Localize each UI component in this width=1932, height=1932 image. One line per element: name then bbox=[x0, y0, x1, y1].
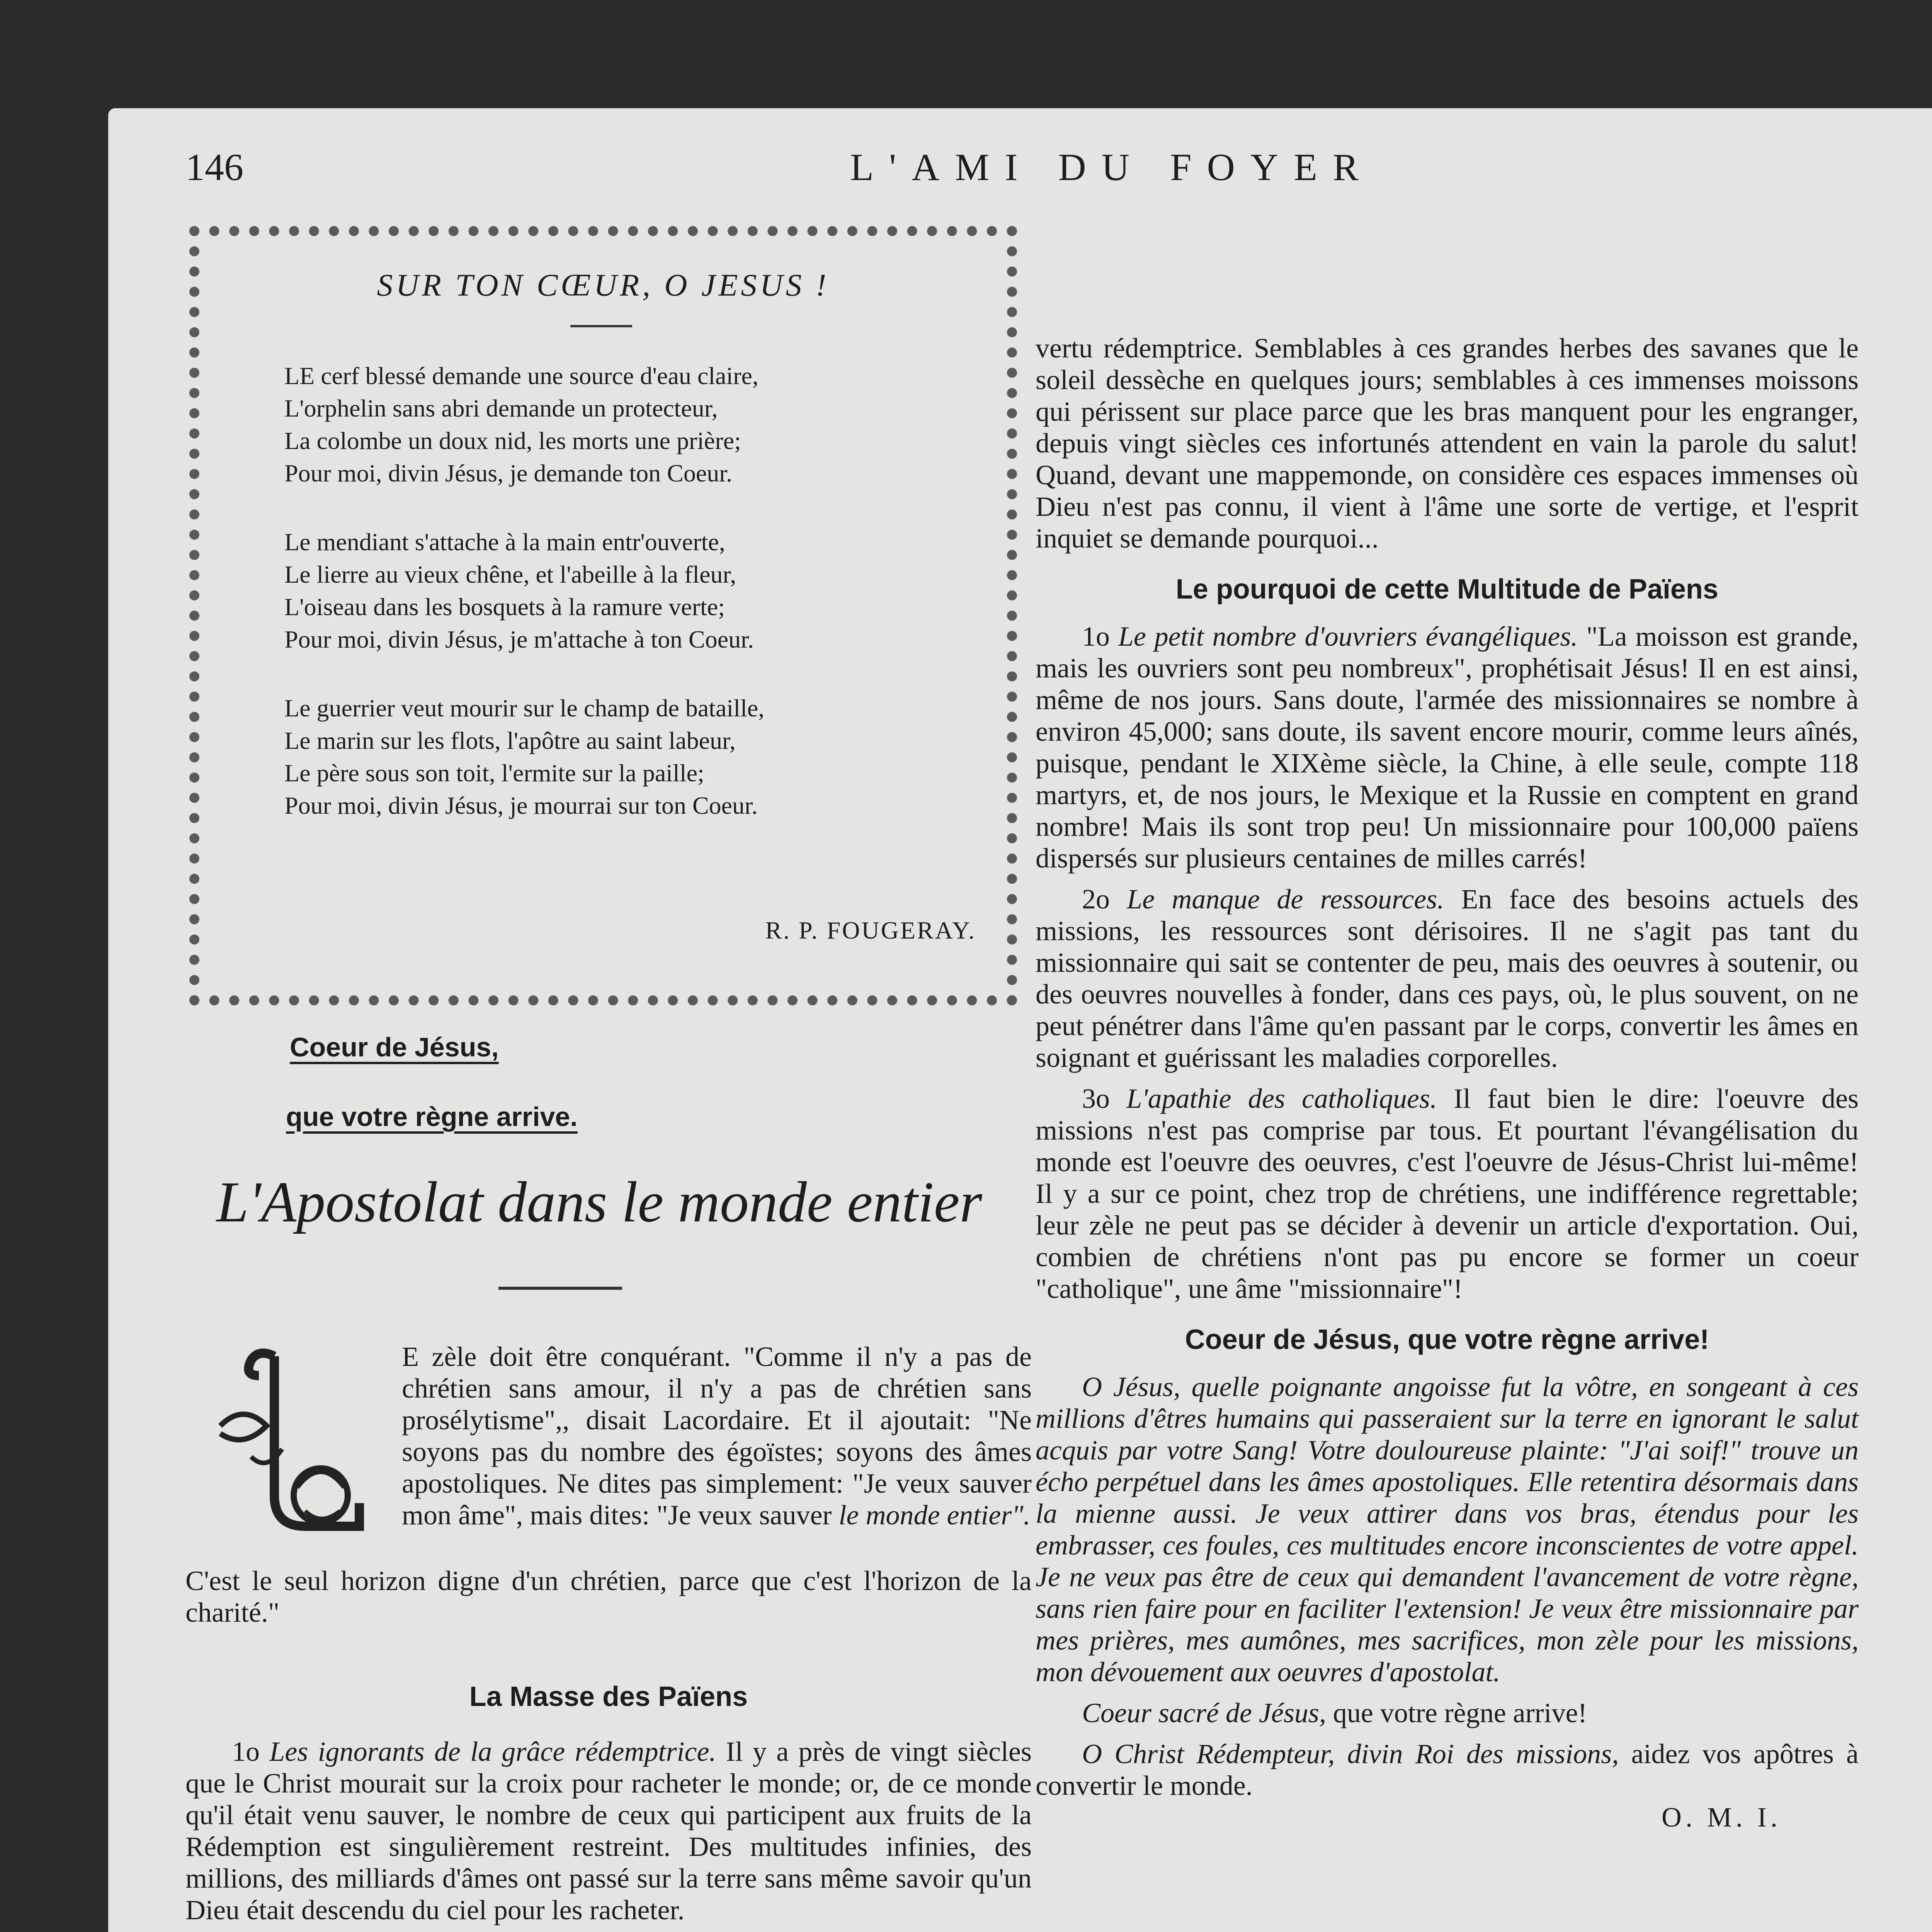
lead-paragraph bbox=[402, 1341, 1032, 1531]
decorated-initial-icon bbox=[213, 1341, 375, 1557]
tagline-line-2: que votre règne arrive. bbox=[286, 1102, 578, 1132]
poem-stanza-2 bbox=[284, 526, 941, 656]
column-2 bbox=[1036, 332, 1859, 1833]
poem-line: La colombe un doux nid, les morts une prière; bbox=[284, 427, 741, 454]
section-heading-pourquoi: Le pourquoi de cette Multitude de Païens bbox=[1175, 574, 1719, 605]
poem-stanza-3 bbox=[284, 692, 941, 822]
poem-line: Pour moi, divin Jésus, je m'attache à ton Coeur. bbox=[284, 626, 754, 653]
paragraph: 3o L'apathie des catholiques. Il faut bien le dire: l'oeuvre des missions n'est pas comprise par tous. Et pourtant l'évangélisation du monde est l'oeuvre des oeuvres, c'est l'oeuvre de Jésus-Christ lui-même! Il y a sur ce point, chez trop de chrétiens, une indifférence regrettable; leur zèle ne peut pas se décider à devenir un article d'exportation. Oui, combien de chrétiens n'ont pas pu encore se former un coeur "catholique", une âme "missionnaire"! bbox=[1036, 1083, 1859, 1304]
poem-line: LE cerf blessé demande une source d'eau claire, bbox=[284, 362, 759, 389]
poem-author: R. P. FOUGERAY. bbox=[765, 917, 976, 944]
title-rule bbox=[498, 1287, 622, 1290]
lead-text: E zèle doit être conquérant. "Comme il n'y a pas de chrétien sans amour, il n'y a pas de chrétien sans prosélytisme",, disait Lacordaire. Et il ajoutait: "Ne soyons pas du nombre des égoïstes; soyons des âmes apostoliques. Ne dites pas simplement: "Je veux sauver mon âme", mais dites: "Je veux sauver bbox=[402, 1341, 1032, 1531]
poem-title-rule bbox=[570, 325, 632, 327]
article-title: L'Apostolat dans le monde entier bbox=[216, 1170, 982, 1234]
column-1 bbox=[185, 1681, 1032, 1932]
poem-line: Le marin sur les flots, l'apôtre au saint labeur, bbox=[284, 727, 736, 754]
prayer-line: Coeur sacré de Jésus, que votre règne arrive! bbox=[1082, 1697, 1587, 1728]
signature: O. M. I. bbox=[1662, 1802, 1781, 1833]
poem-line: Le lierre au vieux chêne, et l'abeille à la fleur, bbox=[284, 561, 736, 588]
poem-line: Le père sous son toit, l'ermite sur la paille; bbox=[284, 759, 704, 787]
prayer-paragraph: O Jésus, quelle poignante angoisse fut la vôtre, en songeant à ces millions d'êtres humains qui passeraient sur la terre en ignorant le salut acquis par votre Sang! Votre douloureuse plainte: "J'ai soif!" trouve un écho perpétuel dans les âmes apostoliques. Elle retentira désormais dans la mienne aussi. Je veux attirer dans vos bras, étendus pour les embrasser, ces foules, ces multitudes encore inconscientes de votre appel. Je ne veux pas être de ceux qui demandent l'avancement de votre règne, sans rien faire pour en faciliter l'extension! Je veux être missionnaire par mes prières, mes aumônes, mes sacrifices, mon zèle pour les missions, mon dévouement aux oeuvres d'apostolat. bbox=[1036, 1371, 1859, 1687]
section-heading-coeur: Coeur de Jésus, que votre règne arrive! bbox=[1185, 1324, 1709, 1355]
section-heading-masse: La Masse des Païens bbox=[469, 1681, 748, 1712]
poem-line: L'orphelin sans abri demande un protecteur, bbox=[284, 395, 718, 422]
paragraph: vertu rédemptrice. Semblables à ces grandes herbes des savanes que le soleil dessèche en quelques jours; semblables à ces immenses moissons qui périssent sur place parce que les bras manquent pour les engranger, depuis vingt siècles ces infortunés attendent en vain la parole du salut! Quand, devant une mappemonde, on considère ces espaces immenses où Dieu n'est pas connu, il vient à l'âme une sorte de vertige, et l'esprit inquiet se demande pourquoi... bbox=[1036, 333, 1859, 554]
paragraph: 2o Le manque de ressources. En face des besoins actuels des missions, les ressources sont dérisoires. Il ne s'agit pas tant du missionnaire qui sait se contenter de peu, mais des oeuvres à soutenir, ou des oeuvres nouvelles à fonder, dans ces pays, où, le plus souvent, on ne peut pénétrer dans l'âme qu'en passant par le corps, convertir les âmes en soignant et guérissant les maladies corporelles. bbox=[1036, 884, 1859, 1073]
poem-line: L'oiseau dans les bosquets à la ramure verte; bbox=[284, 593, 725, 621]
prayer-line: O Christ Rédempteur, divin Roi des missions, aidez vos apôtres à convertir le monde. bbox=[1036, 1738, 1859, 1801]
running-title: L'AMI DU FOYER bbox=[850, 146, 1374, 189]
page-number: 146 bbox=[185, 146, 243, 189]
poem-stanza-1 bbox=[284, 360, 941, 490]
poem-line: Pour moi, divin Jésus, je demande ton Coeur. bbox=[284, 459, 732, 487]
poem-line: Le mendiant s'attache à la main entr'ouverte, bbox=[284, 528, 725, 556]
paragraph: 1o Le petit nombre d'ouvriers évangéliques. "La moisson est grande, mais les ouvriers sont peu nombreux", prophétisait Jésus! Il en est ainsi, même de nos jours. Sans doute, l'armée des missionnaires se nombre à environ 45,000; sans doute, ils savent encore mourir, comme leurs aînés, puisque, pendant le XIXème siècle, la Chine, à elle seule, compte 118 martyrs, et, de nos jours, le Mexique et la Russie en comptent en grand nombre! Mais ils sont trop peu! Un missionnaire pour 100,000 païens dispersés sur plusieurs centaines de milles carrés! bbox=[1036, 621, 1859, 874]
poem-box bbox=[189, 226, 1017, 1005]
poem-line: Pour moi, divin Jésus, je mourrai sur ton Coeur. bbox=[284, 792, 758, 819]
lead-paragraph-end: C'est le seul horizon digne d'un chrétien, parce que c'est l'horizon de la charité." bbox=[185, 1565, 1032, 1628]
poem-title: SUR TON CŒUR, O JESUS ! bbox=[377, 267, 830, 303]
tagline-line-1: Coeur de Jésus, bbox=[290, 1032, 499, 1062]
paragraph: 1o Les ignorants de la grâce rédemptrice. Il y a près de vingt siècles que le Christ mourait sur la croix pour racheter le monde; or, de ce monde qu'il était venu sauver, le nombre de ceux qui participent aux fruits de la Rédemption est singulièrement restreint. Des multitudes infinies, des millions, des milliards d'âmes ont passé sur la terre sans même savoir qu'un Dieu était descendu du ciel pour les racheter. bbox=[185, 1736, 1032, 1925]
poem-line: Le guerrier veut mourir sur le champ de bataille, bbox=[284, 694, 765, 722]
lead-italic: le monde entier". bbox=[838, 1500, 1031, 1531]
